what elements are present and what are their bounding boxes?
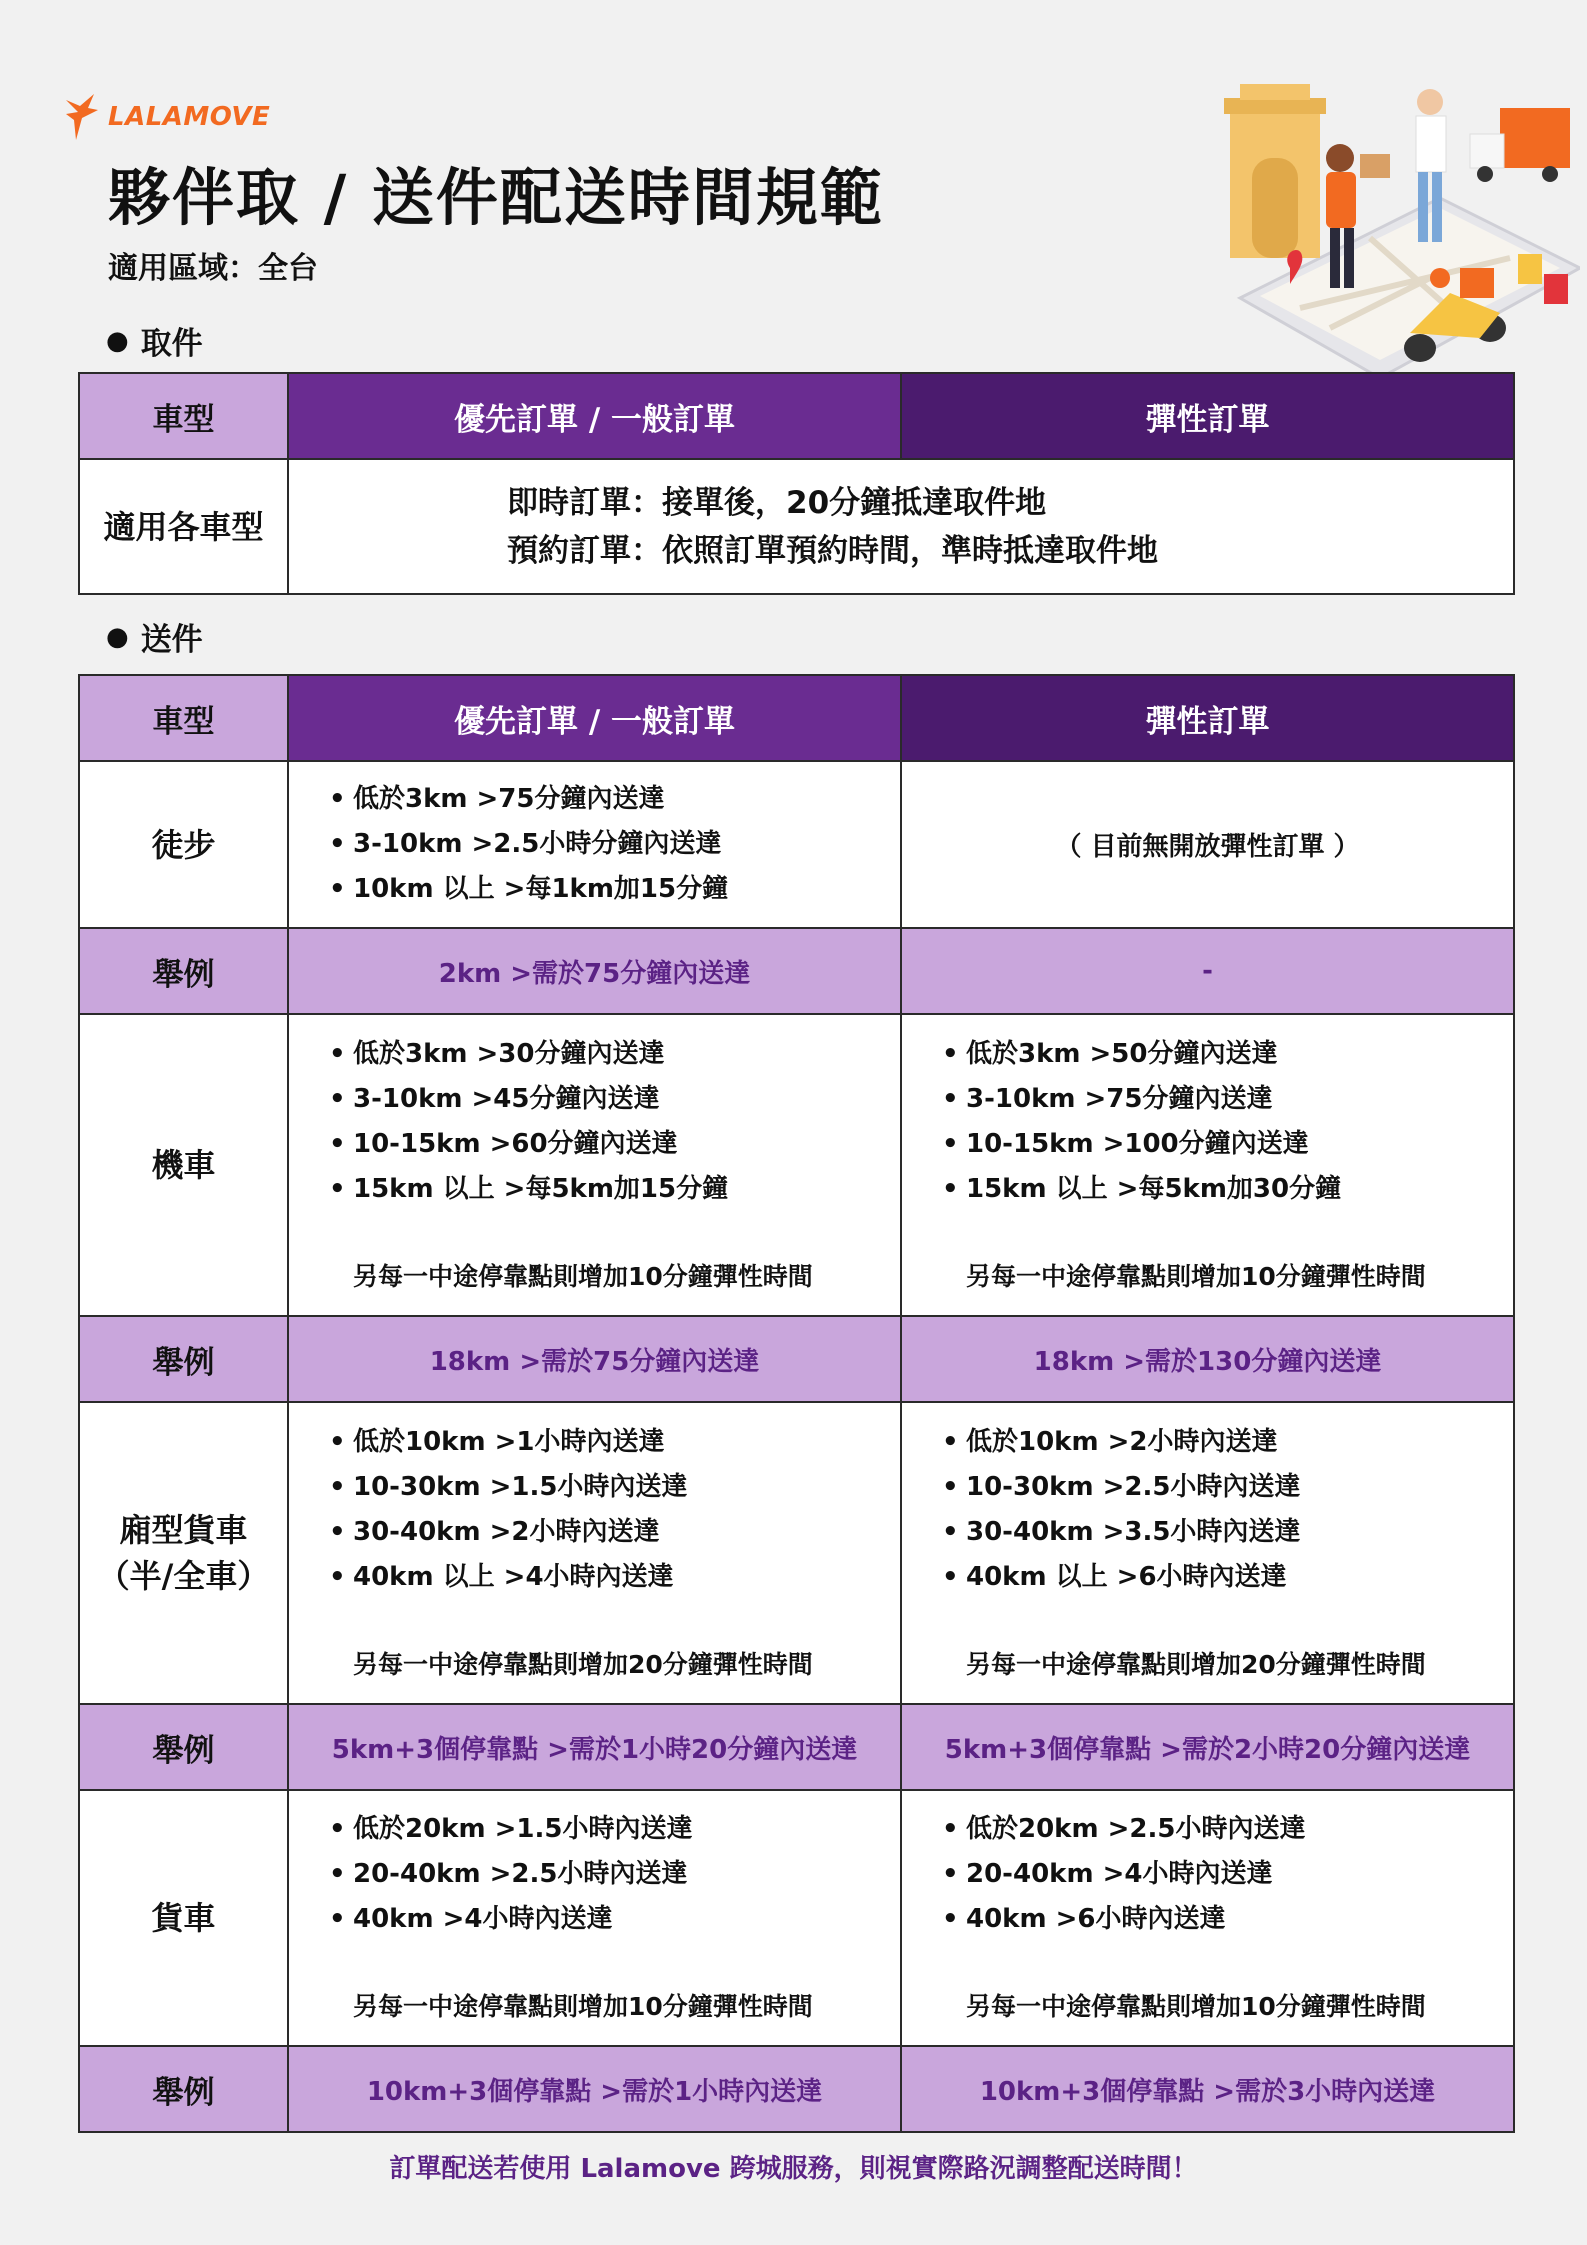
walk-priority-rule: • 3-10km >2.5小時分鐘內送達 xyxy=(329,822,900,867)
scooter-example-flexible: 18km >需於130分鐘內送達 xyxy=(901,1316,1514,1402)
scooter-flexible-rule: • 3-10km >75分鐘內送達 xyxy=(942,1077,1513,1122)
van-priority-note: 另每一中途停靠點則增加20分鐘彈性時間 xyxy=(353,1649,813,1679)
truck-priority-note: 另每一中途停靠點則增加10分鐘彈性時間 xyxy=(353,1992,813,2021)
truck-flexible-rule: • 20-40km >4小時內送達 xyxy=(942,1852,1513,1897)
walk-priority-rule: • 10km 以上 >每1km加15分鐘 xyxy=(329,867,900,912)
truck-flexible-rule: • 40km >6小時內送達 xyxy=(942,1897,1513,1942)
truck-priority-rule: • 低於20km >1.5小時內送達 xyxy=(329,1807,900,1852)
page-subtitle: 適用區域：全台 xyxy=(108,251,318,286)
scooter-flexible-rule: • 15km 以上 >每5km加30分鐘 xyxy=(942,1167,1513,1212)
pickup-rules xyxy=(288,459,1514,594)
logo-text: LALAMOVE xyxy=(108,102,271,132)
example-label: 舉例 xyxy=(79,1316,288,1402)
truck-example-flexible: 10km+3個停靠點 >需於3小時內送達 xyxy=(901,2046,1514,2132)
pickup-header-priority: 優先訂單 / 一般訂單 xyxy=(288,373,901,459)
footer-note: 訂單配送若使用 Lalamove 跨城服務，則視實際路況調整配送時間！ xyxy=(389,2154,1198,2184)
walk-priority-cell xyxy=(288,761,901,928)
pickup-header-flexible: 彈性訂單 xyxy=(901,373,1514,459)
pickup-header-vehicle: 車型 xyxy=(79,373,288,459)
lalamove-logo xyxy=(64,92,270,142)
truck-priority-rule: • 40km >4小時內送達 xyxy=(329,1897,900,1942)
delivery-header-priority: 優先訂單 / 一般訂單 xyxy=(288,675,901,761)
bullet-icon: ● xyxy=(106,621,129,652)
delivery-header-flexible: 彈性訂單 xyxy=(901,675,1514,761)
van-flexible-note: 另每一中途停靠點則增加20分鐘彈性時間 xyxy=(966,1649,1426,1679)
example-label: 舉例 xyxy=(79,1704,288,1790)
van-flexible-rule: • 10-30km >2.5小時內送達 xyxy=(942,1465,1513,1510)
delivery-table xyxy=(78,674,1515,2133)
pickup-line-scheduled: 預約訂單：依照訂單預約時間，準時抵達取件地 xyxy=(507,532,1158,569)
van-priority-rule: • 40km 以上 >4小時內送達 xyxy=(329,1555,900,1600)
page-title: 夥伴取 / 送件配送時間規範 xyxy=(108,161,884,234)
scooter-flexible-note: 另每一中途停靠點則增加10分鐘彈性時間 xyxy=(966,1261,1426,1291)
truck-priority-cell xyxy=(288,1790,901,2046)
truck-example-priority: 10km+3個停靠點 >需於1小時內送達 xyxy=(288,2046,901,2132)
truck-flexible-note: 另每一中途停靠點則增加10分鐘彈性時間 xyxy=(966,1992,1426,2021)
van-flexible-rule: • 低於10km >2小時內送達 xyxy=(942,1420,1513,1465)
walk-flexible-cell: （ 目前無開放彈性訂單 ） xyxy=(901,761,1514,928)
walk-example-flexible: - xyxy=(901,928,1514,1014)
row-label-truck: 貨車 xyxy=(79,1790,288,2046)
delivery-illustration xyxy=(1210,78,1580,398)
walk-example-priority: 2km >需於75分鐘內送達 xyxy=(288,928,901,1014)
van-example-priority: 5km+3個停靠點 >需於1小時20分鐘內送達 xyxy=(288,1704,901,1790)
walk-priority-rule: • 低於3km >75分鐘內送達 xyxy=(329,777,900,822)
truck-priority-rule: • 20-40km >2.5小時內送達 xyxy=(329,1852,900,1897)
pickup-row-label: 適用各車型 xyxy=(79,459,288,594)
van-example-flexible: 5km+3個停靠點 >需於2小時20分鐘內送達 xyxy=(901,1704,1514,1790)
scooter-flexible-rule: • 低於3km >50分鐘內送達 xyxy=(942,1032,1513,1077)
truck-flexible-rule: • 低於20km >2.5小時內送達 xyxy=(942,1807,1513,1852)
example-label: 舉例 xyxy=(79,2046,288,2132)
scooter-priority-rule: • 15km 以上 >每5km加15分鐘 xyxy=(329,1167,900,1212)
van-flexible-rule: • 30-40km >3.5小時內送達 xyxy=(942,1510,1513,1555)
row-label-van: 廂型貨車 （半/全車） xyxy=(79,1402,288,1704)
scooter-flexible-cell xyxy=(901,1014,1514,1316)
row-label-scooter: 機車 xyxy=(79,1014,288,1316)
truck-flexible-cell xyxy=(901,1790,1514,2046)
van-flexible-cell xyxy=(901,1402,1514,1704)
delivery-section-label: ● 送件 xyxy=(106,621,203,658)
bullet-icon: ● xyxy=(106,325,129,356)
example-label: 舉例 xyxy=(79,928,288,1014)
row-label-walk: 徒步 xyxy=(79,761,288,928)
scooter-priority-rule: • 3-10km >45分鐘內送達 xyxy=(329,1077,900,1122)
pickup-section-label: ● 取件 xyxy=(106,325,203,362)
scooter-priority-rule: • 低於3km >30分鐘內送達 xyxy=(329,1032,900,1077)
scooter-priority-cell xyxy=(288,1014,901,1316)
scooter-flexible-rule: • 10-15km >100分鐘內送達 xyxy=(942,1122,1513,1167)
pickup-line-instant: 即時訂單：接單後，20分鐘抵達取件地 xyxy=(507,484,1047,521)
scooter-example-priority: 18km >需於75分鐘內送達 xyxy=(288,1316,901,1402)
delivery-header-vehicle: 車型 xyxy=(79,675,288,761)
van-priority-rule: • 30-40km >2小時內送達 xyxy=(329,1510,900,1555)
van-flexible-rule: • 40km 以上 >6小時內送達 xyxy=(942,1555,1513,1600)
lalamove-horse-icon xyxy=(64,92,104,142)
van-priority-rule: • 10-30km >1.5小時內送達 xyxy=(329,1465,900,1510)
scooter-priority-note: 另每一中途停靠點則增加10分鐘彈性時間 xyxy=(353,1261,813,1291)
scooter-priority-rule: • 10-15km >60分鐘內送達 xyxy=(329,1122,900,1167)
van-priority-cell xyxy=(288,1402,901,1704)
van-priority-rule: • 低於10km >1小時內送達 xyxy=(329,1420,900,1465)
pickup-table xyxy=(78,372,1515,595)
